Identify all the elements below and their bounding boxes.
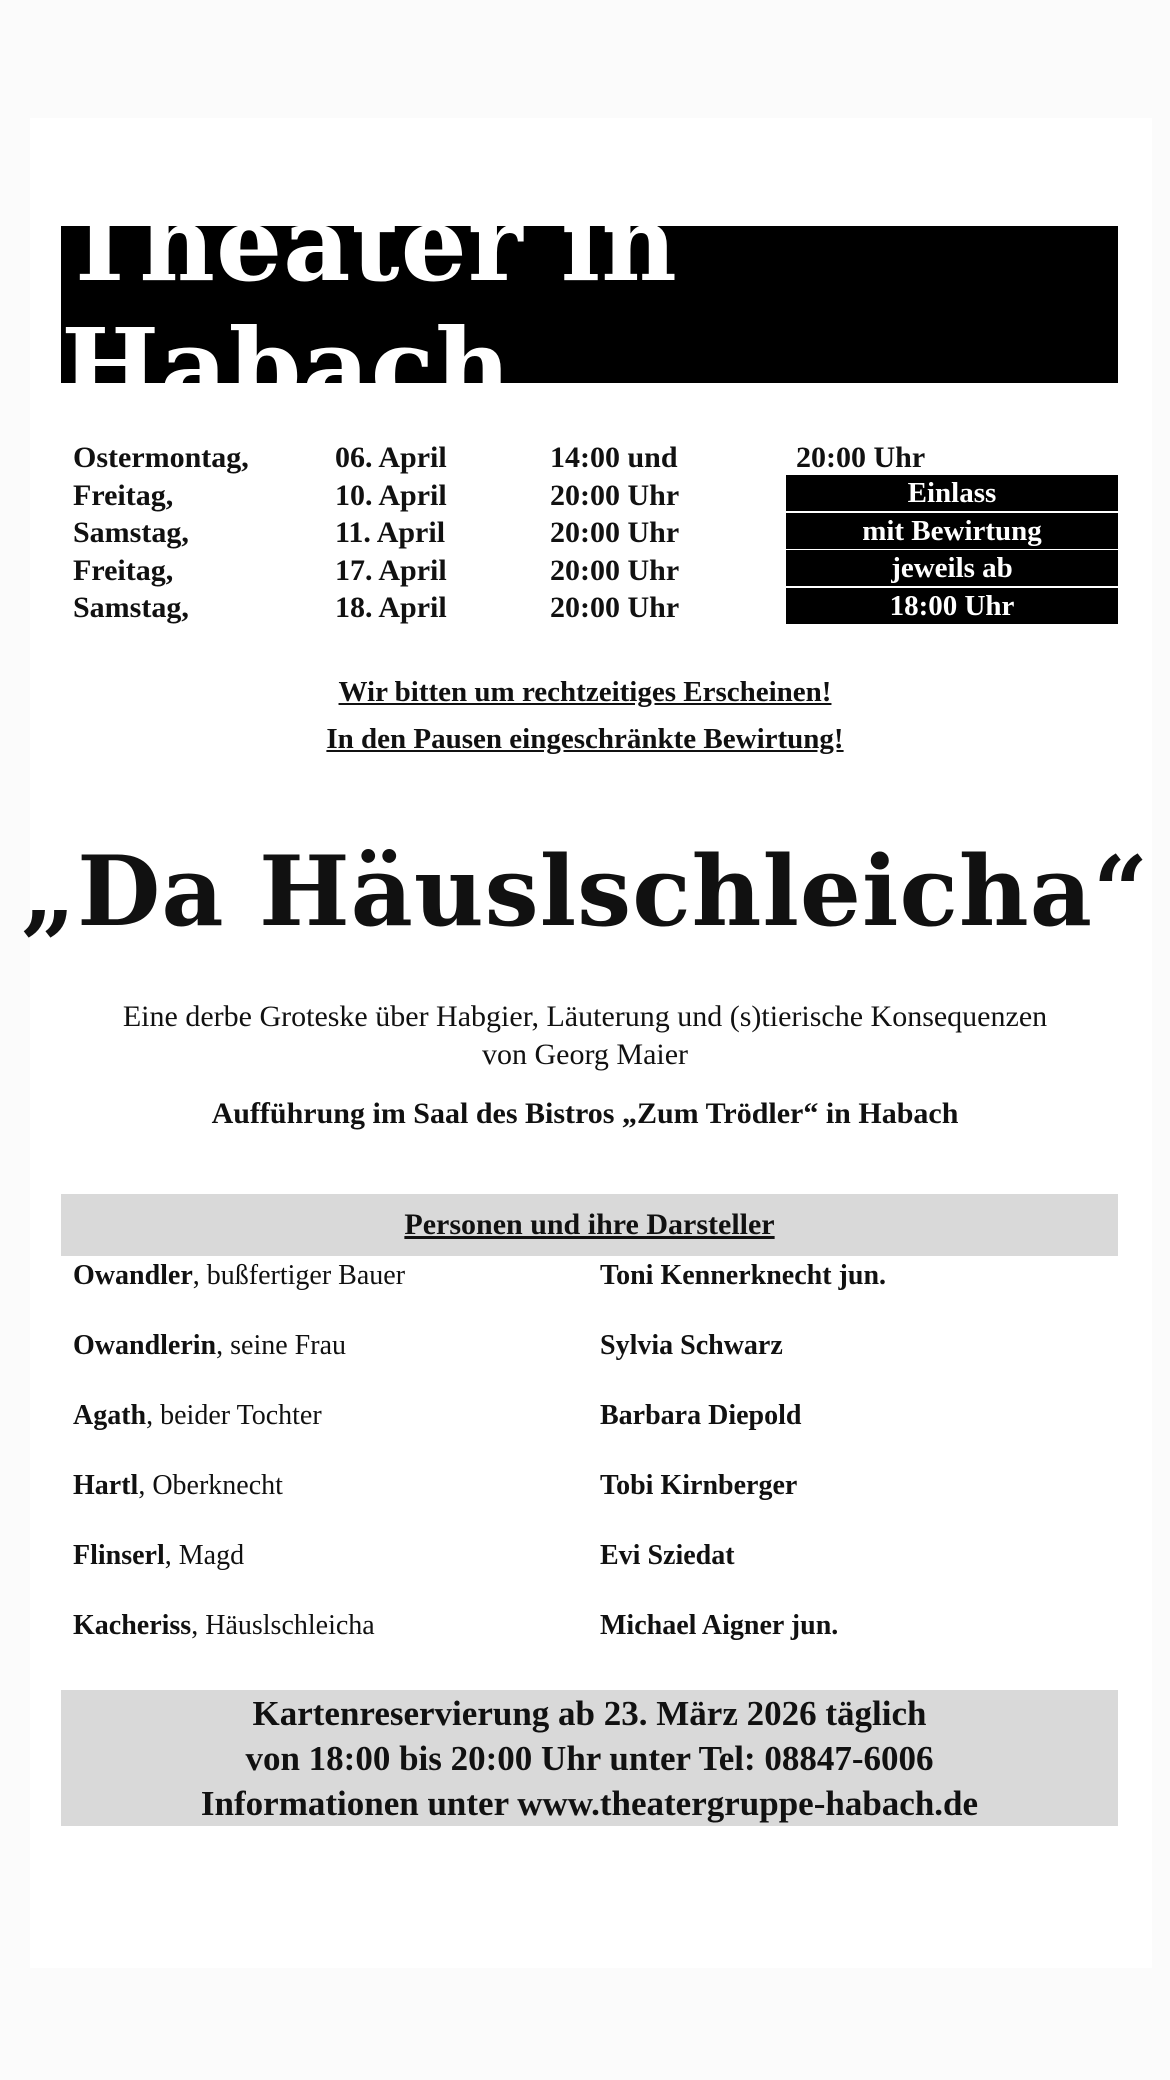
role-name: Owandlerin (73, 1330, 217, 1361)
cast-actor: Michael Aigner jun. (600, 1610, 839, 1641)
role-description: , Häuslschleicha (191, 1610, 375, 1641)
einlass-line: 18:00 Uhr (786, 588, 1118, 624)
schedule-date: 17. April (335, 553, 447, 587)
cast-actor: Barbara Diepold (600, 1400, 802, 1431)
cast-actor: Evi Sziedat (600, 1540, 735, 1571)
schedule-date: 18. April (335, 591, 447, 624)
einlass-line: jeweils ab (786, 550, 1118, 586)
booking-line: Informationen unter www.theatergruppe-habach.de (200, 1783, 979, 1823)
schedule-time: 14:00 und (550, 441, 678, 474)
cast-row (73, 1396, 1118, 1466)
title-banner (61, 181, 1118, 428)
cast-role (73, 1536, 244, 1576)
cast-role (73, 1466, 283, 1506)
role-name: Kacheriss (73, 1610, 192, 1641)
schedule-date: 10. April (335, 478, 447, 512)
cast-header-label: Personen und ihre Darsteller (404, 1208, 775, 1241)
role-description: , Oberknecht (138, 1470, 283, 1501)
cast-role (73, 1326, 346, 1366)
cast-row (73, 1326, 1118, 1396)
play-title: „Da Häuslschleicha“ (20, 835, 1150, 948)
role-name: Agath (73, 1400, 147, 1431)
cast-role (73, 1256, 405, 1296)
schedule-day: Samstag, (73, 591, 189, 624)
schedule-time: 20:00 Uhr (550, 516, 680, 549)
schedule-day: Freitag, (73, 478, 174, 512)
role-description: , Magd (164, 1540, 245, 1571)
cast-actor: Sylvia Schwarz (600, 1330, 783, 1361)
role-name: Owandler (73, 1260, 193, 1291)
booking-box (61, 1690, 1118, 1826)
einlass-box (786, 475, 1118, 625)
cast-row (73, 1466, 1118, 1536)
einlass-line: mit Bewirtung (786, 513, 1118, 549)
cast-actor: Tobi Kirnberger (600, 1470, 798, 1501)
role-description: , seine Frau (216, 1330, 346, 1361)
cast-row (73, 1606, 1118, 1676)
schedule-time: 20:00 Uhr (550, 478, 680, 512)
schedule-time: 20:00 Uhr (550, 591, 680, 624)
notice-catering: In den Pausen eingeschränkte Bewirtung! (326, 723, 844, 755)
schedule-day: Samstag, (73, 516, 189, 549)
schedule-date: 11. April (335, 516, 446, 549)
cast-row (73, 1256, 1118, 1326)
schedule-second-time: 20:00 Uhr (796, 441, 926, 474)
cast-list (73, 1256, 1118, 1676)
schedule-date: 06. April (335, 441, 447, 474)
role-description: , bußfertiger Bauer (192, 1260, 406, 1291)
cast-row (73, 1536, 1118, 1606)
cast-role (73, 1606, 375, 1646)
booking-line: von 18:00 bis 20:00 Uhr unter Tel: 08847-6006 (245, 1738, 934, 1778)
cast-actor: Toni Kennerknecht jun. (600, 1260, 887, 1291)
role-name: Flinserl (73, 1540, 165, 1571)
poster-title: Theater in Habach (61, 181, 678, 428)
booking-line: Kartenreservierung ab 23. März 2026 täglich (252, 1693, 927, 1733)
play-subtitle: Eine derbe Groteske über Habgier, Läuterung und (s)tierische Konsequenzen (122, 1000, 1048, 1033)
schedule-day: Ostermontag, (73, 441, 249, 474)
cast-role (73, 1396, 322, 1436)
einlass-line: Einlass (786, 475, 1118, 511)
cast-header (61, 1194, 1118, 1256)
venue: Aufführung im Saal des Bistros „Zum Trödler“ in Habach (211, 1097, 959, 1130)
schedule-day: Freitag, (73, 553, 174, 587)
play-author: von Georg Maier (481, 1038, 689, 1071)
schedule-time: 20:00 Uhr (550, 553, 680, 587)
role-name: Hartl (73, 1470, 139, 1501)
schedule-row (73, 439, 1118, 477)
role-description: , beider Tochter (146, 1400, 322, 1431)
notice-arrival: Wir bitten um rechtzeitiges Erscheinen! (338, 676, 832, 708)
